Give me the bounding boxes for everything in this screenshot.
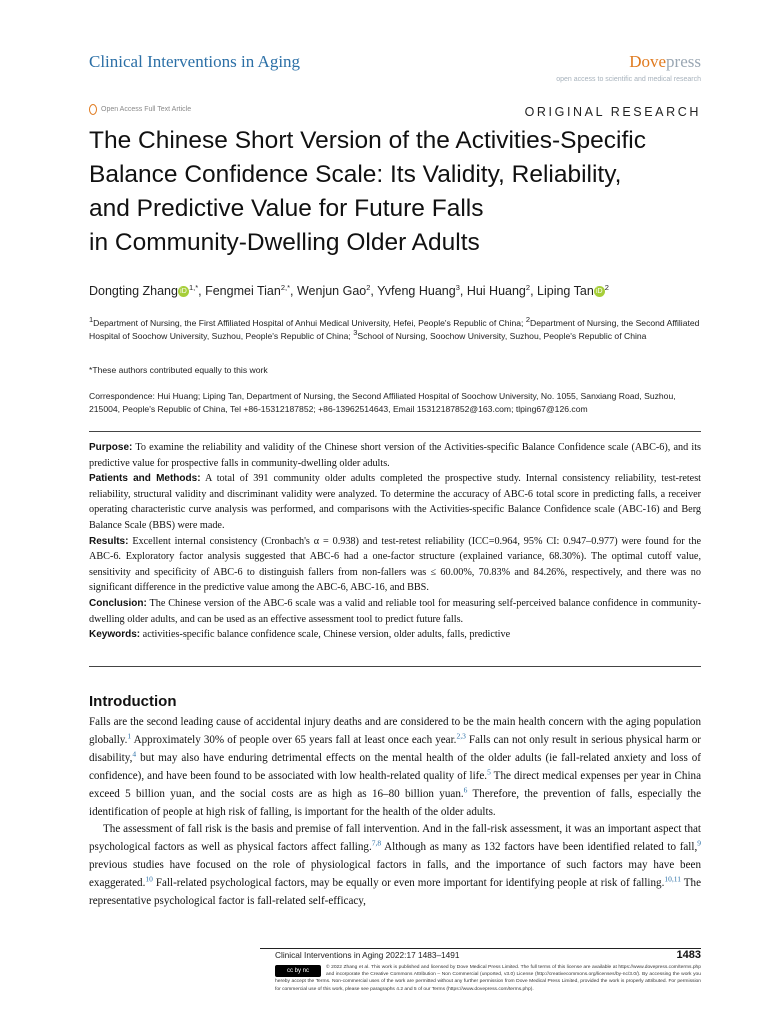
- author[interactable]: Yvfeng Huang: [377, 284, 456, 298]
- body-text: The representative psychological factor is fall-related self-efficacy,: [89, 877, 701, 908]
- section-heading-introduction: Introduction: [89, 693, 177, 710]
- license-text: © 2022 Zhang et al. This work is published and licensed by Dove Medical Press Limited. The full terms of this license are available at https://www.dovepress.com/terms.php and incorporate the Creative Commons Attribution – Non Commercial (unported, v3.0) License (http://creativecommons.org/licenses/by-nc/3.0/). By accessing the work you hereby accept the Terms. Non-commercial uses of the work are permitted without any further permission from Dove Medical Press Limited, provided the work is properly attributed. For permission for commercial use of this work, please see paragraphs 4.2 and 5 of our Terms (https://www.dovepress.com/terms.php).: [275, 965, 701, 992]
- body-text: Although as many as 132 factors have been identified related to fall,: [381, 841, 698, 854]
- methods-text: A total of 391 community older adults completed the prospective study. Internal consistency reliability, test-retest reliability, structural validity and discriminant validity were analyzed. To determine the accuracy of ABC-6 total score in predicting falls, a receiver operating characteristic curve analysis was performed, and comparisons with the Activities-specific Balance Confidence scale (ABC-16) and Berg Balance Scale (BBS) were made.: [89, 473, 701, 531]
- body-text: Fall-related psychological factors, may be equally or even more important for identifying people at risk of falling.: [152, 877, 665, 890]
- article-type: ORIGINAL RESEARCH: [524, 105, 701, 119]
- abstract-methods: [89, 471, 701, 533]
- citation-link[interactable]: 5: [487, 767, 491, 777]
- author-affiliation-sup: 2: [366, 282, 371, 292]
- conclusion-label: Conclusion:: [89, 597, 147, 609]
- author[interactable]: Fengmei Tian: [205, 284, 281, 298]
- affil-1: Department of Nursing, the First Affiliated Hospital of Anhui Medical University, Hefei, People's Republic of China;: [93, 318, 526, 328]
- open-access-label: [89, 104, 191, 115]
- keywords-label: Keywords:: [89, 629, 141, 641]
- purpose-text: To examine the reliability and validity of the Chinese short version of the Activities-specific Balance Confidence scale (ABC-6), and its predictive value for prospective falls in community-dwelling older adults.: [89, 442, 701, 469]
- publisher-logo[interactable]: [629, 52, 701, 72]
- body-text: Approximately 30% of people over 65 years fall at least once each year.: [131, 733, 457, 746]
- citation-link[interactable]: 7,8: [371, 838, 382, 848]
- author-affiliation-sup: 2,*: [280, 282, 291, 292]
- author[interactable]: Liping Tan: [537, 284, 594, 298]
- open-access-lock-icon: [89, 104, 97, 115]
- affil-2: Department of Nursing, the Second Affiliated Hospital of Soochow University, Suzhou, People's Republic of China;: [89, 318, 700, 341]
- body-text: Falls are the second leading cause of accidental injury deaths and are considered to be the main health concern with the aging population globally.: [89, 716, 701, 746]
- author-affiliation-sup: 2: [525, 282, 531, 292]
- footer-citation[interactable]: Clinical Interventions in Aging 2022:17 1483–1491: [275, 950, 460, 960]
- footer-rule: [260, 948, 701, 949]
- results-label: Results:: [89, 535, 129, 547]
- author-affiliation-sup: 1,*: [188, 282, 199, 292]
- correspondence: Correspondence: Hui Huang; Liping Tan, Department of Nursing, the Second Affiliated Hospital of Soochow University, No. 1055, Sanxiang Road, Suzhou, 215004, People's Republic of China, Tel +86-15312187852; +86-13962514643, Email 15312187852@163.com; tlping67@126.com: [89, 391, 676, 414]
- open-access-text: Open Access Full Text Article: [101, 106, 192, 113]
- cc-license-badge-icon[interactable]: cc by nc: [275, 965, 321, 977]
- body-text: The assessment of fall risk is the basis and premise of fall intervention. And in the fall-risk assessment, it was an important aspect that psychological factors as well as physical factors affect falling.: [89, 823, 701, 854]
- intro-paragraph-2: [89, 821, 701, 911]
- equal-contribution-note: *These authors contributed equally to this work: [89, 365, 268, 375]
- affiliations: [89, 317, 701, 342]
- citation-link[interactable]: 10: [145, 874, 153, 884]
- citation-link[interactable]: 4: [132, 749, 137, 759]
- page-number: 1483: [676, 949, 701, 961]
- abstract-purpose: [89, 440, 701, 471]
- citation-link[interactable]: 2,3: [456, 731, 466, 741]
- abstract-results: [89, 534, 701, 596]
- article-title: [89, 124, 709, 260]
- keywords-text: activities-specific balance confidence scale, Chinese version, older adults, falls, predictive: [140, 629, 511, 641]
- body-text: Therefore, the prevention of falls, especially the identification of people at high risk of falling, is important for the health of the older adults.: [89, 787, 701, 818]
- introduction-body: [89, 714, 701, 911]
- license-text-block: [275, 964, 701, 993]
- body-text: Falls can not only result in serious physical harm or disability,: [89, 733, 701, 764]
- citation-link[interactable]: 1: [127, 731, 132, 741]
- body-text: previous studies have focused on the role of physiological factors in falls, and the importance of such factors may have been exaggerated.: [89, 859, 701, 890]
- orcid-icon[interactable]: iD: [178, 286, 189, 297]
- abstract-top-rule: [89, 431, 701, 432]
- conclusion-text: The Chinese version of the ABC-6 scale was a valid and reliable tool for measuring self-perceived balance confidence in community-dwelling older adults, and can be used as an effective assessment tool to predict future falls.: [89, 597, 701, 625]
- affil-num-2: 2: [525, 315, 530, 325]
- author-affiliation-sup: 3: [455, 282, 460, 292]
- title-line-4: in Community-Dwelling Older Adults: [89, 229, 480, 256]
- citation-link[interactable]: 10,11: [664, 874, 681, 884]
- publisher-tagline: open access to scientific and medical research: [556, 76, 701, 83]
- title-line-2: Balance Confidence Scale: Its Validity, Reliability,: [89, 161, 622, 188]
- citation-link[interactable]: 9: [697, 838, 701, 848]
- affil-num-1: 1: [89, 315, 94, 325]
- author[interactable]: Hui Huang: [466, 284, 526, 298]
- author-affiliation-sup: 2: [604, 282, 609, 292]
- affil-3: School of Nursing, Soochow University, Suzhou, People's Republic of China: [357, 330, 647, 341]
- abstract: [89, 440, 701, 643]
- abstract-bottom-rule: [89, 666, 701, 667]
- abstract-keywords: [89, 627, 701, 643]
- affil-num-3: 3: [353, 327, 358, 337]
- abstract-conclusion: [89, 596, 701, 627]
- brand-press: press: [666, 52, 701, 71]
- orcid-icon[interactable]: iD: [594, 286, 605, 297]
- intro-paragraph-1: [89, 714, 701, 821]
- methods-label: Patients and Methods:: [89, 473, 201, 485]
- author[interactable]: Wenjun Gao: [296, 284, 367, 298]
- purpose-label: Purpose:: [89, 442, 133, 453]
- citation-link[interactable]: 6: [463, 784, 468, 794]
- journal-name[interactable]: Clinical Interventions in Aging: [89, 52, 301, 71]
- author[interactable]: Dongting Zhang: [89, 284, 178, 298]
- body-text: but may also have enduring detrimental effects on the mental health of the older adults (ie fall-related anxiety and loss of confidence), and have been found to be associated with low health-related quality of life.: [89, 751, 701, 782]
- brand-dove: Dove: [629, 52, 667, 71]
- author-list: Dongting Zhang iD $^{1,*}$, Fengmei Tian$^{2,*}$, Wenjun Gao$^2$, Yvfeng Huang$^3$, Hui Huang$^2$, Liping Tan iD $^2$: [89, 282, 609, 298]
- title-line-1: The Chinese Short Version of the Activities-Specific: [89, 127, 646, 154]
- body-text: The direct medical expenses per year in China exceed 5 billion yuan, and the social costs are as high as 16–80 billion yuan.: [89, 769, 701, 800]
- results-text: Excellent internal consistency (Cronbach's α = 0.938) and test-retest reliability (ICC=0.964, 95% CI: 0.947–0.977) were found for the ABC-6. Exploratory factor analysis suggested that ABC-6 had a one-factor structure (explained variance, 68.30%). The optimal cutoff value, sensitivity and specificity of ABC-6 to distinguish fallers from non-fallers was ≤ 60.00%, 70.83% and 84.26%, respectively, and there was no significant difference in the predictive value among the ABC-6, ABC-16, and BBS.: [89, 535, 701, 594]
- title-line-3: and Predictive Value for Future Falls: [89, 195, 484, 222]
